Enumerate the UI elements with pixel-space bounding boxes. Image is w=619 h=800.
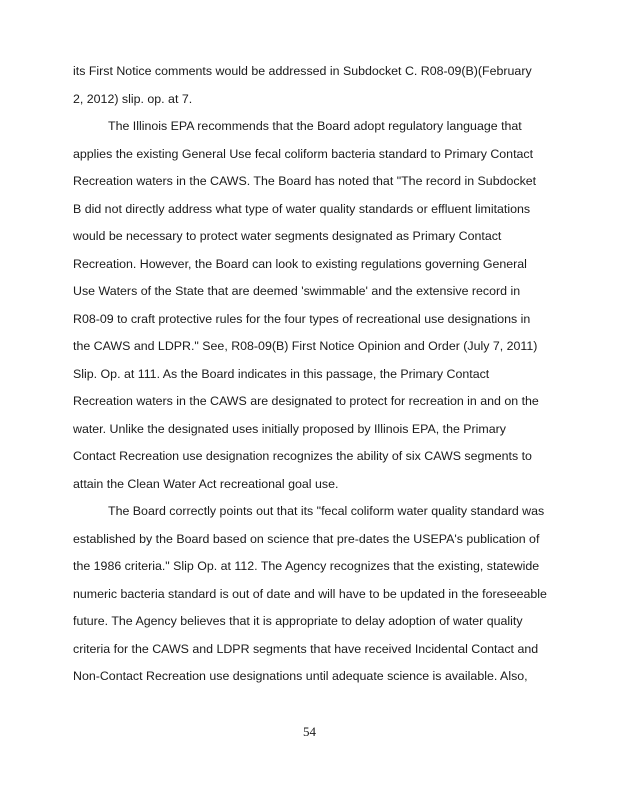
text-line-4: applies the existing General Use fecal coliform bacteria standard to Primary Contact: [73, 146, 534, 161]
body-text: [73, 58, 551, 691]
text-line-12: Slip. Op. at 111. As the Board indicates in this passage, the Primary Contact: [73, 366, 490, 381]
text-line-22: criteria for the CAWS and LDPR segments that have received Incidental Contact and: [73, 641, 539, 656]
paragraph-start-line-17: The Board correctly points out that its "fecal coliform water quality standard was: [108, 504, 545, 518]
text-line-21: future. The Agency believes that it is appropriate to delay adoption of water quality: [73, 614, 523, 628]
text-line-15: Contact Recreation use designation recognizes the ability of six CAWS segments to: [73, 449, 532, 463]
text-line-18: established by the Board based on science that pre-dates the USEPA's publication of: [73, 531, 540, 546]
text-line-1: its First Notice comments would be addressed in Subdocket C. R08-09(B)(February: [73, 64, 532, 78]
text-line-23: Non-Contact Recreation use designations until adequate science is available. Also,: [73, 669, 528, 683]
text-line-7: would be necessary to protect water segments designated as Primary Contact: [73, 229, 502, 243]
text-line-13: Recreation waters in the CAWS are designated to protect for recreation in and on the: [73, 394, 539, 408]
text-line-5: Recreation waters in the CAWS. The Board has noted that "The record in Subdocket: [73, 174, 537, 188]
text-line-11: the CAWS and LDPR." See, R08-09(B) First Notice Opinion and Order (July 7, 2011): [73, 339, 538, 353]
text-line-6: B did not directly address what type of water quality standards or effluent limitations: [73, 201, 531, 216]
text-line-10: R08-09 to craft protective rules for the four types of recreational use designations in: [73, 311, 531, 326]
text-line-9: Use Waters of the State that are deemed 'swimmable' and the extensive record in: [73, 284, 521, 298]
text-line-20: numeric bacteria standard is out of date and will have to be updated in the foreseeable: [73, 586, 547, 601]
page-number: 54: [303, 724, 316, 739]
text-line-19: the 1986 criteria." Slip Op. at 112. The Agency recognizes that the existing, statewide: [73, 559, 540, 573]
text-line-16: attain the Clean Water Act recreational goal use.: [73, 476, 339, 491]
paragraph-start-line-3: The Illinois EPA recommends that the Board adopt regulatory language that: [108, 119, 522, 133]
text-line-8: Recreation. However, the Board can look to existing regulations governing General: [73, 256, 527, 271]
text-line-14: water. Unlike the designated uses initially proposed by Illinois EPA, the Primary: [73, 421, 506, 436]
text-line-2: 2, 2012) slip. op. at 7.: [73, 91, 193, 106]
